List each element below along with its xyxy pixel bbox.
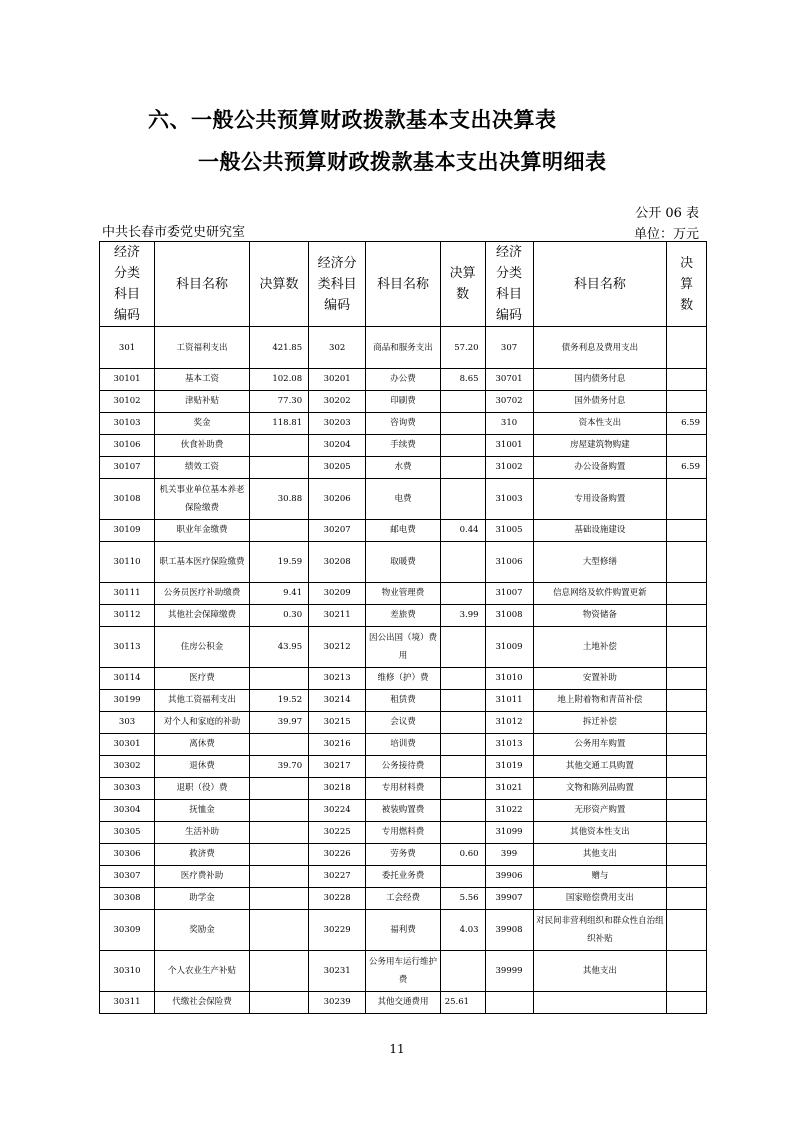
cell-name-1: 住房公积金 bbox=[155, 627, 250, 668]
table-row bbox=[100, 457, 707, 479]
unit-label: 单位：万元 bbox=[633, 227, 699, 242]
cell-name-1: 伙食补助费 bbox=[155, 435, 250, 457]
cell-code-3: 31021 bbox=[485, 778, 533, 800]
cell-amount-1: 39.70 bbox=[249, 756, 308, 778]
cell-name-2: 委托业务费 bbox=[366, 866, 440, 888]
cell-code-2: 30204 bbox=[309, 435, 366, 457]
cell-code-2: 30206 bbox=[309, 479, 366, 520]
cell-code-3: 31099 bbox=[485, 822, 533, 844]
cell-code-2: 30203 bbox=[309, 413, 366, 435]
cell-amount-2: 4.03 bbox=[440, 910, 485, 951]
cell-amount-2 bbox=[440, 391, 485, 413]
cell-code-3: 31001 bbox=[485, 435, 533, 457]
cell-amount-3 bbox=[667, 542, 707, 583]
table-row bbox=[100, 479, 707, 520]
cell-amount-3 bbox=[667, 435, 707, 457]
cell-code-2: 30228 bbox=[309, 888, 366, 910]
cell-code-1: 30108 bbox=[100, 479, 155, 520]
cell-amount-1: 19.59 bbox=[249, 542, 308, 583]
cell-amount-1: 102.08 bbox=[249, 369, 308, 391]
cell-amount-3 bbox=[667, 479, 707, 520]
cell-code-1: 30301 bbox=[100, 734, 155, 756]
cell-amount-1 bbox=[249, 951, 308, 992]
cell-amount-1 bbox=[249, 734, 308, 756]
cell-code-2: 30239 bbox=[309, 992, 366, 1014]
cell-code-1: 30106 bbox=[100, 435, 155, 457]
cell-name-2: 印刷费 bbox=[366, 391, 440, 413]
cell-code-3: 310 bbox=[485, 413, 533, 435]
cell-amount-1: 19.52 bbox=[249, 690, 308, 712]
cell-name-1: 工资福利支出 bbox=[155, 327, 250, 369]
cell-name-3: 国家赔偿费用支出 bbox=[533, 888, 667, 910]
cell-name-3: 其他支出 bbox=[533, 844, 667, 866]
cell-name-3: 安置补助 bbox=[533, 668, 667, 690]
cell-name-1: 退休费 bbox=[155, 756, 250, 778]
cell-amount-2: 8.65 bbox=[440, 369, 485, 391]
cell-name-3: 其他支出 bbox=[533, 951, 667, 992]
cell-code-1: 30107 bbox=[100, 457, 155, 479]
table-row bbox=[100, 668, 707, 690]
cell-name-2: 专用燃料费 bbox=[366, 822, 440, 844]
cell-name-2: 因公出国（境）费用 bbox=[366, 627, 440, 668]
cell-name-3: 对民间非营利组织和群众性自治组织补贴 bbox=[533, 910, 667, 951]
cell-name-2: 会议费 bbox=[366, 712, 440, 734]
cell-code-1: 30101 bbox=[100, 369, 155, 391]
cell-amount-2: 3.99 bbox=[440, 605, 485, 627]
cell-amount-3 bbox=[667, 778, 707, 800]
cell-amount-1: 9.41 bbox=[249, 583, 308, 605]
table-row bbox=[100, 413, 707, 435]
table-row bbox=[100, 690, 707, 712]
table-header-row bbox=[100, 242, 707, 327]
cell-name-2: 手续费 bbox=[366, 435, 440, 457]
cell-amount-1 bbox=[249, 866, 308, 888]
cell-name-3: 办公设备购置 bbox=[533, 457, 667, 479]
cell-name-3: 国内债务付息 bbox=[533, 369, 667, 391]
cell-amount-2 bbox=[440, 778, 485, 800]
header-code-3: 经济分类科目编码 bbox=[485, 242, 533, 327]
cell-code-1: 301 bbox=[100, 327, 155, 369]
cell-amount-3 bbox=[667, 369, 707, 391]
cell-name-2: 商品和服务支出 bbox=[366, 327, 440, 369]
cell-name-1: 绩效工资 bbox=[155, 457, 250, 479]
cell-amount-3 bbox=[667, 327, 707, 369]
cell-name-2: 培训费 bbox=[366, 734, 440, 756]
cell-name-3: 其他资本性支出 bbox=[533, 822, 667, 844]
cell-code-1: 30103 bbox=[100, 413, 155, 435]
cell-code-2: 30231 bbox=[309, 951, 366, 992]
cell-amount-2 bbox=[440, 822, 485, 844]
cell-code-2: 30217 bbox=[309, 756, 366, 778]
cell-amount-1 bbox=[249, 435, 308, 457]
cell-amount-2 bbox=[440, 712, 485, 734]
header-code-1: 经济分类科目编码 bbox=[100, 242, 155, 327]
cell-code-2: 30216 bbox=[309, 734, 366, 756]
cell-name-2: 邮电费 bbox=[366, 520, 440, 542]
cell-code-2: 30207 bbox=[309, 520, 366, 542]
cell-name-1: 公务员医疗补助缴费 bbox=[155, 583, 250, 605]
cell-code-3: 31002 bbox=[485, 457, 533, 479]
cell-code-1: 30308 bbox=[100, 888, 155, 910]
cell-name-3: 其他交通工具购置 bbox=[533, 756, 667, 778]
page-number: 11 bbox=[389, 1042, 405, 1056]
table-row bbox=[100, 583, 707, 605]
cell-name-3: 文物和陈列品购置 bbox=[533, 778, 667, 800]
table-row bbox=[100, 627, 707, 668]
cell-name-1: 退职（役）费 bbox=[155, 778, 250, 800]
cell-amount-3 bbox=[667, 734, 707, 756]
organization-name: 中共长春市委党史研究室 bbox=[102, 225, 246, 240]
cell-amount-1: 39.97 bbox=[249, 712, 308, 734]
cell-amount-1 bbox=[249, 822, 308, 844]
cell-name-3: 基础设施建设 bbox=[533, 520, 667, 542]
cell-code-1: 30311 bbox=[100, 992, 155, 1014]
cell-amount-3 bbox=[667, 520, 707, 542]
table-row bbox=[100, 844, 707, 866]
cell-amount-2: 57.20 bbox=[440, 327, 485, 369]
cell-amount-2: 25.61 bbox=[440, 992, 485, 1014]
cell-code-3: 30701 bbox=[485, 369, 533, 391]
cell-name-2: 维修（护）费 bbox=[366, 668, 440, 690]
cell-amount-1 bbox=[249, 910, 308, 951]
cell-amount-2 bbox=[440, 690, 485, 712]
header-amount-2: 决算数 bbox=[440, 242, 485, 327]
cell-name-1: 代缴社会保险费 bbox=[155, 992, 250, 1014]
cell-name-3: 拆迁补偿 bbox=[533, 712, 667, 734]
cell-amount-2 bbox=[440, 951, 485, 992]
cell-code-1: 30109 bbox=[100, 520, 155, 542]
table-row bbox=[100, 369, 707, 391]
cell-name-1: 医疗费补助 bbox=[155, 866, 250, 888]
cell-amount-3: 6.59 bbox=[667, 457, 707, 479]
cell-amount-2: 5.56 bbox=[440, 888, 485, 910]
cell-code-2: 30202 bbox=[309, 391, 366, 413]
cell-amount-3 bbox=[667, 627, 707, 668]
cell-name-3: 无形资产购置 bbox=[533, 800, 667, 822]
cell-amount-1 bbox=[249, 668, 308, 690]
cell-code-3: 39907 bbox=[485, 888, 533, 910]
cell-amount-2 bbox=[440, 627, 485, 668]
cell-code-2: 30218 bbox=[309, 778, 366, 800]
cell-amount-3 bbox=[667, 756, 707, 778]
cell-name-1: 个人农业生产补贴 bbox=[155, 951, 250, 992]
cell-name-2: 其他交通费用 bbox=[366, 992, 440, 1014]
header-amount-3: 决算数 bbox=[667, 242, 707, 327]
cell-amount-3 bbox=[667, 668, 707, 690]
cell-code-3: 31008 bbox=[485, 605, 533, 627]
cell-amount-3 bbox=[667, 605, 707, 627]
table-row bbox=[100, 910, 707, 951]
cell-name-1: 抚恤金 bbox=[155, 800, 250, 822]
cell-name-1: 助学金 bbox=[155, 888, 250, 910]
cell-code-3: 307 bbox=[485, 327, 533, 369]
cell-name-1: 其他社会保障缴费 bbox=[155, 605, 250, 627]
cell-name-3: 国外债务付息 bbox=[533, 391, 667, 413]
cell-code-2: 30214 bbox=[309, 690, 366, 712]
cell-name-2: 电费 bbox=[366, 479, 440, 520]
cell-name-2: 咨询费 bbox=[366, 413, 440, 435]
cell-code-3: 30702 bbox=[485, 391, 533, 413]
cell-amount-1 bbox=[249, 800, 308, 822]
cell-code-1: 30307 bbox=[100, 866, 155, 888]
cell-amount-2 bbox=[440, 542, 485, 583]
cell-name-3: 资本性支出 bbox=[533, 413, 667, 435]
table-row bbox=[100, 800, 707, 822]
cell-amount-3 bbox=[667, 992, 707, 1014]
cell-amount-3 bbox=[667, 391, 707, 413]
cell-name-2: 租赁费 bbox=[366, 690, 440, 712]
cell-amount-3 bbox=[667, 712, 707, 734]
cell-code-1: 30110 bbox=[100, 542, 155, 583]
cell-code-3: 31013 bbox=[485, 734, 533, 756]
cell-amount-3 bbox=[667, 583, 707, 605]
expenditure-table bbox=[99, 241, 707, 1014]
cell-code-1: 30304 bbox=[100, 800, 155, 822]
cell-name-3: 专用设备购置 bbox=[533, 479, 667, 520]
cell-amount-1 bbox=[249, 888, 308, 910]
cell-name-2: 被装购置费 bbox=[366, 800, 440, 822]
cell-code-3: 31012 bbox=[485, 712, 533, 734]
cell-name-1: 职工基本医疗保险缴费 bbox=[155, 542, 250, 583]
cell-name-2: 劳务费 bbox=[366, 844, 440, 866]
cell-name-1: 离休费 bbox=[155, 734, 250, 756]
cell-code-1: 30111 bbox=[100, 583, 155, 605]
table-row bbox=[100, 712, 707, 734]
cell-amount-2 bbox=[440, 583, 485, 605]
cell-code-2: 30201 bbox=[309, 369, 366, 391]
cell-code-1: 30112 bbox=[100, 605, 155, 627]
cell-amount-1 bbox=[249, 992, 308, 1014]
cell-amount-1: 421.85 bbox=[249, 327, 308, 369]
cell-amount-1 bbox=[249, 457, 308, 479]
cell-name-3: 债务利息及费用支出 bbox=[533, 327, 667, 369]
cell-amount-3 bbox=[667, 866, 707, 888]
cell-name-1: 生活补助 bbox=[155, 822, 250, 844]
cell-amount-1: 77.30 bbox=[249, 391, 308, 413]
header-name-3: 科目名称 bbox=[533, 242, 667, 327]
cell-name-3: 公务用车购置 bbox=[533, 734, 667, 756]
cell-code-2: 30212 bbox=[309, 627, 366, 668]
cell-amount-3 bbox=[667, 800, 707, 822]
cell-name-1: 对个人和家庭的补助 bbox=[155, 712, 250, 734]
cell-amount-2 bbox=[440, 866, 485, 888]
cell-amount-2 bbox=[440, 413, 485, 435]
table-row bbox=[100, 520, 707, 542]
cell-amount-3 bbox=[667, 888, 707, 910]
cell-name-2: 公务用车运行维护费 bbox=[366, 951, 440, 992]
cell-name-3: 大型修缮 bbox=[533, 542, 667, 583]
cell-code-1: 30305 bbox=[100, 822, 155, 844]
cell-name-2: 办公费 bbox=[366, 369, 440, 391]
cell-amount-1 bbox=[249, 520, 308, 542]
cell-code-2: 302 bbox=[309, 327, 366, 369]
cell-code-3: 31007 bbox=[485, 583, 533, 605]
table-row bbox=[100, 542, 707, 583]
cell-code-3: 31003 bbox=[485, 479, 533, 520]
cell-amount-1 bbox=[249, 778, 308, 800]
cell-code-1: 30303 bbox=[100, 778, 155, 800]
cell-code-1: 30114 bbox=[100, 668, 155, 690]
table-row bbox=[100, 734, 707, 756]
cell-name-2: 福利费 bbox=[366, 910, 440, 951]
cell-name-1: 基本工资 bbox=[155, 369, 250, 391]
cell-name-1: 医疗费 bbox=[155, 668, 250, 690]
cell-name-2: 专用材料费 bbox=[366, 778, 440, 800]
table-title: 一般公共预算财政拨款基本支出决算明细表 bbox=[198, 149, 607, 174]
cell-amount-2 bbox=[440, 457, 485, 479]
cell-code-3 bbox=[485, 992, 533, 1014]
cell-code-3: 399 bbox=[485, 844, 533, 866]
cell-code-3: 39999 bbox=[485, 951, 533, 992]
cell-amount-2: 0.60 bbox=[440, 844, 485, 866]
cell-amount-2 bbox=[440, 479, 485, 520]
cell-amount-2 bbox=[440, 734, 485, 756]
cell-name-1: 救济费 bbox=[155, 844, 250, 866]
cell-name-2: 工会经费 bbox=[366, 888, 440, 910]
cell-code-3: 31005 bbox=[485, 520, 533, 542]
cell-name-3: 赠与 bbox=[533, 866, 667, 888]
table-row bbox=[100, 391, 707, 413]
cell-name-2: 物业管理费 bbox=[366, 583, 440, 605]
cell-code-2: 30215 bbox=[309, 712, 366, 734]
cell-code-1: 30309 bbox=[100, 910, 155, 951]
cell-amount-2 bbox=[440, 435, 485, 457]
cell-amount-1: 30.88 bbox=[249, 479, 308, 520]
cell-code-2: 30226 bbox=[309, 844, 366, 866]
table-row bbox=[100, 992, 707, 1014]
cell-code-3: 31022 bbox=[485, 800, 533, 822]
header-amount-1: 决算数 bbox=[249, 242, 308, 327]
cell-code-1: 30113 bbox=[100, 627, 155, 668]
cell-name-2: 水费 bbox=[366, 457, 440, 479]
cell-amount-3 bbox=[667, 910, 707, 951]
cell-amount-2 bbox=[440, 800, 485, 822]
cell-name-3: 物资储备 bbox=[533, 605, 667, 627]
cell-name-1: 奖金 bbox=[155, 413, 250, 435]
table-row bbox=[100, 756, 707, 778]
cell-code-1: 30306 bbox=[100, 844, 155, 866]
table-row bbox=[100, 951, 707, 992]
cell-code-2: 30208 bbox=[309, 542, 366, 583]
cell-code-3: 31011 bbox=[485, 690, 533, 712]
cell-code-2: 30229 bbox=[309, 910, 366, 951]
page-title: 六、一般公共预算财政拨款基本支出决算表 bbox=[148, 107, 557, 132]
cell-code-1: 303 bbox=[100, 712, 155, 734]
cell-code-2: 30213 bbox=[309, 668, 366, 690]
cell-name-1: 机关事业单位基本养老保险缴费 bbox=[155, 479, 250, 520]
table-row bbox=[100, 435, 707, 457]
cell-name-2: 差旅费 bbox=[366, 605, 440, 627]
table-row bbox=[100, 866, 707, 888]
cell-code-3: 31006 bbox=[485, 542, 533, 583]
cell-amount-1: 118.81 bbox=[249, 413, 308, 435]
cell-name-3 bbox=[533, 992, 667, 1014]
cell-amount-3 bbox=[667, 822, 707, 844]
cell-code-2: 30211 bbox=[309, 605, 366, 627]
cell-name-2: 公务接待费 bbox=[366, 756, 440, 778]
cell-code-3: 31010 bbox=[485, 668, 533, 690]
cell-amount-2: 0.44 bbox=[440, 520, 485, 542]
table-row bbox=[100, 327, 707, 369]
cell-code-1: 30102 bbox=[100, 391, 155, 413]
cell-amount-1: 0.30 bbox=[249, 605, 308, 627]
header-name-1: 科目名称 bbox=[155, 242, 250, 327]
cell-amount-3 bbox=[667, 951, 707, 992]
cell-name-3: 土地补偿 bbox=[533, 627, 667, 668]
table-row bbox=[100, 605, 707, 627]
table-row bbox=[100, 888, 707, 910]
cell-code-3: 31009 bbox=[485, 627, 533, 668]
cell-code-1: 30302 bbox=[100, 756, 155, 778]
cell-code-3: 39906 bbox=[485, 866, 533, 888]
cell-code-1: 30199 bbox=[100, 690, 155, 712]
cell-amount-3: 6.59 bbox=[667, 413, 707, 435]
cell-name-1: 其他工资福利支出 bbox=[155, 690, 250, 712]
cell-code-2: 30227 bbox=[309, 866, 366, 888]
cell-name-3: 地上附着物和青苗补偿 bbox=[533, 690, 667, 712]
cell-code-3: 39908 bbox=[485, 910, 533, 951]
cell-amount-1 bbox=[249, 844, 308, 866]
cell-amount-1: 43.95 bbox=[249, 627, 308, 668]
cell-name-1: 津贴补贴 bbox=[155, 391, 250, 413]
cell-code-1: 30310 bbox=[100, 951, 155, 992]
table-number: 公开 06 表 bbox=[635, 206, 699, 221]
cell-code-2: 30205 bbox=[309, 457, 366, 479]
table-row bbox=[100, 778, 707, 800]
cell-amount-3 bbox=[667, 844, 707, 866]
cell-amount-3 bbox=[667, 690, 707, 712]
header-code-2: 经济分类科目编码 bbox=[309, 242, 366, 327]
cell-amount-2 bbox=[440, 756, 485, 778]
cell-amount-2 bbox=[440, 668, 485, 690]
cell-name-1: 奖励金 bbox=[155, 910, 250, 951]
table-row bbox=[100, 822, 707, 844]
cell-name-2: 取暖费 bbox=[366, 542, 440, 583]
header-name-2: 科目名称 bbox=[366, 242, 440, 327]
cell-name-1: 职业年金缴费 bbox=[155, 520, 250, 542]
cell-code-2: 30224 bbox=[309, 800, 366, 822]
cell-name-3: 房屋建筑物购建 bbox=[533, 435, 667, 457]
cell-name-3: 信息网络及软件购置更新 bbox=[533, 583, 667, 605]
cell-code-2: 30209 bbox=[309, 583, 366, 605]
cell-code-3: 31019 bbox=[485, 756, 533, 778]
cell-code-2: 30225 bbox=[309, 822, 366, 844]
